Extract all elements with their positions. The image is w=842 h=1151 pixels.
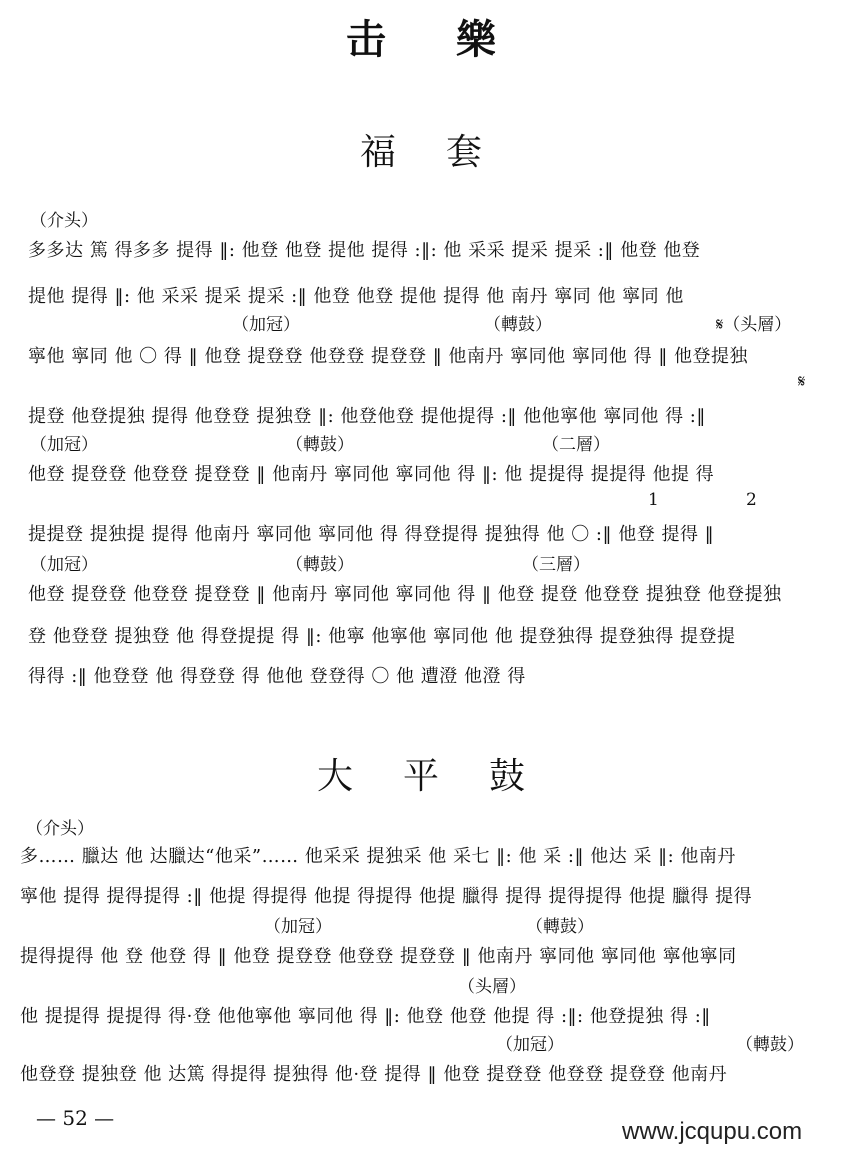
annotation-zhuan-gu: （轉鼓） xyxy=(286,555,354,575)
score-line: 提得提得 他 登 他登 得 ‖ 他登 提登登 他登登 提登登 ‖ 他南丹 寧同他 寧同他 寧他寧同 xyxy=(20,946,737,967)
page-number: — 52 — xyxy=(36,1106,115,1130)
score-line: 提提登 提独提 提得 他南丹 寧同他 寧同他 得 得登提得 提独得 他 〇 :‖ 他登 提得 ‖ xyxy=(28,524,715,545)
volta-1: 1 xyxy=(648,490,659,510)
score-line: 多多达 篤 得多多 提得 ‖: 他登 他登 提他 提得 :‖: 他 采采 提采 提采 :‖ 他登 他登 xyxy=(28,240,701,261)
score-line: 多…… 臘达 他 达臘达“他采”…… 他采采 提独采 他 采七 ‖: 他 采 :‖ 他达 采 ‖: 他南丹 xyxy=(20,846,736,867)
score-line: 寧他 寧同 他 〇 得 ‖ 他登 提登登 他登登 提登登 ‖ 他南丹 寧同他 寧同他 得 ‖ 他登提独 xyxy=(28,346,749,367)
annotation-jie-tou: （介头） xyxy=(26,819,94,839)
section-title-da-ping-gu: 大平鼓 xyxy=(316,756,575,797)
annotation-zhuan-gu: （轉鼓） xyxy=(286,435,354,455)
score-line: 他 提提得 提提得 得·登 他他寧他 寧同他 得 ‖: 他登 他登 他提 得 :‖: 他登提独 得 :‖ xyxy=(20,1006,711,1027)
volta-2: 2 xyxy=(746,490,757,510)
annotation-tou-ceng: 𝄋（头層） xyxy=(716,315,792,335)
annotation-tou-ceng: （头層） xyxy=(458,977,526,997)
annotation-jia-guan: （加冠） xyxy=(30,555,98,575)
annotation-zhuan-gu: （轉鼓） xyxy=(484,315,552,335)
page-title: 击樂 xyxy=(346,16,566,63)
annotation-jie-tou: （介头） xyxy=(30,211,98,231)
segno-mark: 𝄋 xyxy=(798,372,806,392)
score-line: 得得 :‖ 他登登 他 得登登 得 他他 登登得 〇 他 遭澄 他澄 得 xyxy=(28,666,526,687)
section-title-fu-tao: 福套 xyxy=(359,132,532,173)
annotation-er-ceng: （二層） xyxy=(542,435,610,455)
annotation-jia-guan: （加冠） xyxy=(232,315,300,335)
watermark: www.jcqupu.com xyxy=(622,1118,803,1145)
annotation-zhuan-gu: （轉鼓） xyxy=(736,1035,804,1055)
annotation-jia-guan: （加冠） xyxy=(30,435,98,455)
score-line: 提登 他登提独 提得 他登登 提独登 ‖: 他登他登 提他提得 :‖ 他他寧他 寧同他 得 :‖ xyxy=(28,406,706,427)
annotation-san-ceng: （三層） xyxy=(522,555,590,575)
score-line: 他登登 提独登 他 达篤 得提得 提独得 他·登 提得 ‖ 他登 提登登 他登登 提登登 他南丹 xyxy=(20,1064,728,1085)
annotation-jia-guan: （加冠） xyxy=(264,917,332,937)
score-line: 他登 提登登 他登登 提登登 ‖ 他南丹 寧同他 寧同他 得 ‖ 他登 提登 他登登 提独登 他登提独 xyxy=(28,584,782,605)
score-line: 他登 提登登 他登登 提登登 ‖ 他南丹 寧同他 寧同他 得 ‖: 他 提提得 提提得 他提 得 xyxy=(28,464,715,485)
score-line: 登 他登登 提独登 他 得登提提 得 ‖: 他寧 他寧他 寧同他 他 提登独得 提登独得 提登提 xyxy=(28,626,736,647)
annotation-jia-guan: （加冠） xyxy=(496,1035,564,1055)
score-line: 提他 提得 ‖: 他 采采 提采 提采 :‖ 他登 他登 提他 提得 他 南丹 寧同 他 寧同 他 xyxy=(28,286,684,307)
score-line: 寧他 提得 提得提得 :‖ 他提 得提得 他提 得提得 他提 臘得 提得 提得提得 他提 臘得 提得 xyxy=(20,886,753,907)
annotation-zhuan-gu: （轉鼓） xyxy=(526,917,594,937)
